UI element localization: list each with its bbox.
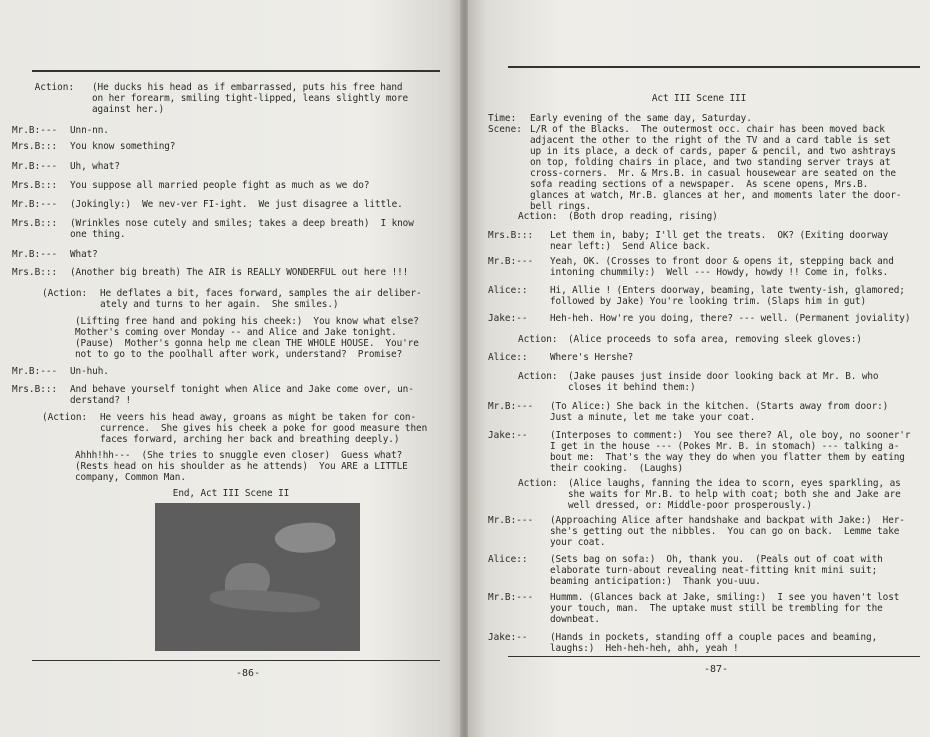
top-rule (508, 66, 920, 68)
dialogue-line: You suppose all married people fight as much as we do? (70, 180, 370, 191)
action-label: Action: (518, 334, 558, 345)
dialogue-paragraph: Ahhh!hh--- (She tries to snuggle even closer) Guess what? (Rests head on his shoulder as he attends) You ARE a LITTLE company, Common Man. (75, 450, 408, 483)
dialogue-paragraph: (Lifting free hand and poking his cheek:) You know what else? Mother's coming over Monday -- and Alice and Jake tonight. (Pause) Mother's gonna help me clean THE WHOLE HOUSE. You're not to go to the poolhall after work, understand? Promise? (75, 316, 419, 360)
dialogue-line: Let them in, baby; I'll get the treats. OK? (Exiting doorway near left:) Send Alice back. (550, 230, 889, 252)
dialogue-line: Hummm. (Glances back at Jake, smiling:) I see you haven't lost your touch, man. The uptake must still be trembling for the downbeat. (550, 592, 900, 625)
speaker-label: Mr.B:--- (12, 161, 58, 172)
speaker-label: Mr.B:--- (488, 256, 534, 267)
speaker-label: Mr.B:--- (488, 592, 534, 603)
dialogue-line: Uh, what? (70, 161, 120, 172)
scene-heading: Act III Scene III (651, 93, 747, 104)
dialogue-line: Hi, Allie ! (Enters doorway, beaming, late twenty-ish, glamored; followed by Jake) You're looking trim. (Slaps him in gut) (550, 285, 905, 307)
right-page (468, 0, 930, 737)
action-label: (Action: (42, 288, 88, 299)
dialogue-line: Yeah, OK. (Crosses to front door & opens it, stepping back and intoning chummily:) Well --- Howdy, howdy !! Come in, folks. (550, 256, 894, 278)
speaker-label: Alice:: (488, 554, 528, 565)
speaker-label: Alice:: (488, 352, 528, 363)
dialogue-line: You know something? (70, 141, 176, 152)
speaker-label: Alice:: (488, 285, 528, 296)
dialogue-line: What? (70, 249, 98, 260)
speaker-label: Mr.B:--- (12, 249, 58, 260)
stage-direction: (Jake pauses just inside door looking back at Mr. B. who closes it behind them:) (568, 371, 879, 393)
stage-direction: (Alice proceeds to sofa area, removing sleek gloves:) (568, 334, 862, 345)
speaker-label: Jake:-- (488, 632, 528, 643)
dialogue-line: Heh-heh. How're you doing, there? --- well. (Permanent joviality) (550, 313, 911, 324)
action-label: (Action: (42, 412, 88, 423)
dialogue-line: Unn-nn. (70, 125, 109, 136)
speaker-label: Mr.B:--- (488, 515, 534, 526)
speaker-label: Mr.B:--- (12, 199, 58, 210)
speaker-label: Mrs.B::: (12, 384, 58, 395)
speaker-label: Mrs.B::: (12, 141, 58, 152)
time-text: Early evening of the same day, Saturday. (530, 113, 752, 124)
scene-photograph (155, 503, 360, 651)
dialogue-line: And behave yourself tonight when Alice and Jake come over, un- derstand? ! (70, 384, 414, 406)
dialogue-line: (Wrinkles nose cutely and smiles; takes a deep breath) I know one thing. (70, 218, 414, 240)
dialogue-line: Un-huh. (70, 366, 109, 377)
stage-direction: He deflates a bit, faces forward, samples the air deliber- ately and turns to her again. She smiles.) (100, 288, 422, 310)
page-number: -87- (704, 664, 729, 675)
stage-direction: (Alice laughs, fanning the idea to scorn, eyes sparkling, as she waits for Mr.B. to help with coat; both she and Jake are well dressed, or: Middle-poor prosperously.) (568, 478, 901, 511)
stage-direction: (Both drop reading, rising) (568, 211, 718, 222)
speaker-label: Mrs.B::: (488, 230, 534, 241)
left-page (0, 0, 462, 737)
speaker-label: Jake:-- (488, 430, 528, 441)
dialogue-line: (Sets bag on sofa:) Oh, thank you. (Peals out of coat with elaborate turn-about revealing neat-fitting knit mini suit; beaming anticipation:) Thank you-uuu. (550, 554, 883, 587)
speaker-label: Jake:-- (488, 313, 528, 324)
speaker-label: Mrs.B::: (12, 180, 58, 191)
dialogue-line: (Hands in pockets, standing off a couple paces and beaming, laughs:) Heh-heh-heh, ahh, yeah ! (550, 632, 878, 654)
stage-direction: He veers his head away, groans as might be taken for con- currence. She gives his cheek a poke for good measure then faces forward, arching her back and breathing deeply.) (100, 412, 428, 445)
speaker-label: Mrs.B::: (12, 267, 58, 278)
time-label: Time: (488, 113, 517, 124)
speaker-label: Mr.B:--- (488, 401, 534, 412)
stage-direction: (He ducks his head as if embarrassed, puts his free hand on her forearm, smiling tight-lipped, leans slightly more against her.) (92, 82, 409, 115)
dialogue-line: Where's Hershe? (550, 352, 634, 363)
speaker-label: Mr.B:--- (12, 125, 58, 136)
speaker-label: Action: (12, 82, 75, 93)
dialogue-line: (Jokingly:) We nev-ver FI-ight. We just disagree a little. (70, 199, 403, 210)
scene-label: Scene: (488, 124, 522, 135)
dialogue-line: (To Alice:) She back in the kitchen. (Starts away from door:) Just a minute, let me take your coat. (550, 401, 889, 423)
bottom-rule (508, 656, 920, 657)
speaker-label: Mrs.B::: (12, 218, 58, 229)
action-label: Action: (518, 478, 558, 489)
top-rule (32, 70, 440, 72)
page-number: -86- (236, 668, 261, 679)
scene-description: L/R of the Blacks. The outermost occ. chair has been moved back adjacent the other to the right of the TV and a card table is set up in its place, a deck of cards, paper & pencil, and two ashtrays on top, folding chairs in place, and two standing server trays at cross-corners. Mr. & Mrs.B. in casual housewear are seated on the sofa reading sections of a newspaper. As scene opens, Mrs.B. glances at watch, Mr.B. glances at her, and moments later the door- bell rings. (530, 124, 902, 212)
dialogue-line: (Interposes to comment:) You see there? Al, ole boy, no sooner'r I get in the house --- (Pokes Mr. B. in stomach) --- talking a- bout me: That's the way they do when you flatter them by eating their cooking. (Laughs) (550, 430, 911, 474)
dialogue-line: (Approaching Alice after handshake and backpat with Jake:) Her- she's getting out the nibbles. You can go on back. Lemme take your coat. (550, 515, 905, 548)
dialogue-line: (Another big breath) The AIR is REALLY WONDERFUL out here !!! (70, 267, 409, 278)
bottom-rule (32, 660, 440, 661)
action-label: Action: (518, 371, 558, 382)
scene-end-heading: End, Act III Scene II (172, 488, 290, 499)
action-label: Action: (518, 211, 558, 222)
speaker-label: Mr.B:--- (12, 366, 58, 377)
